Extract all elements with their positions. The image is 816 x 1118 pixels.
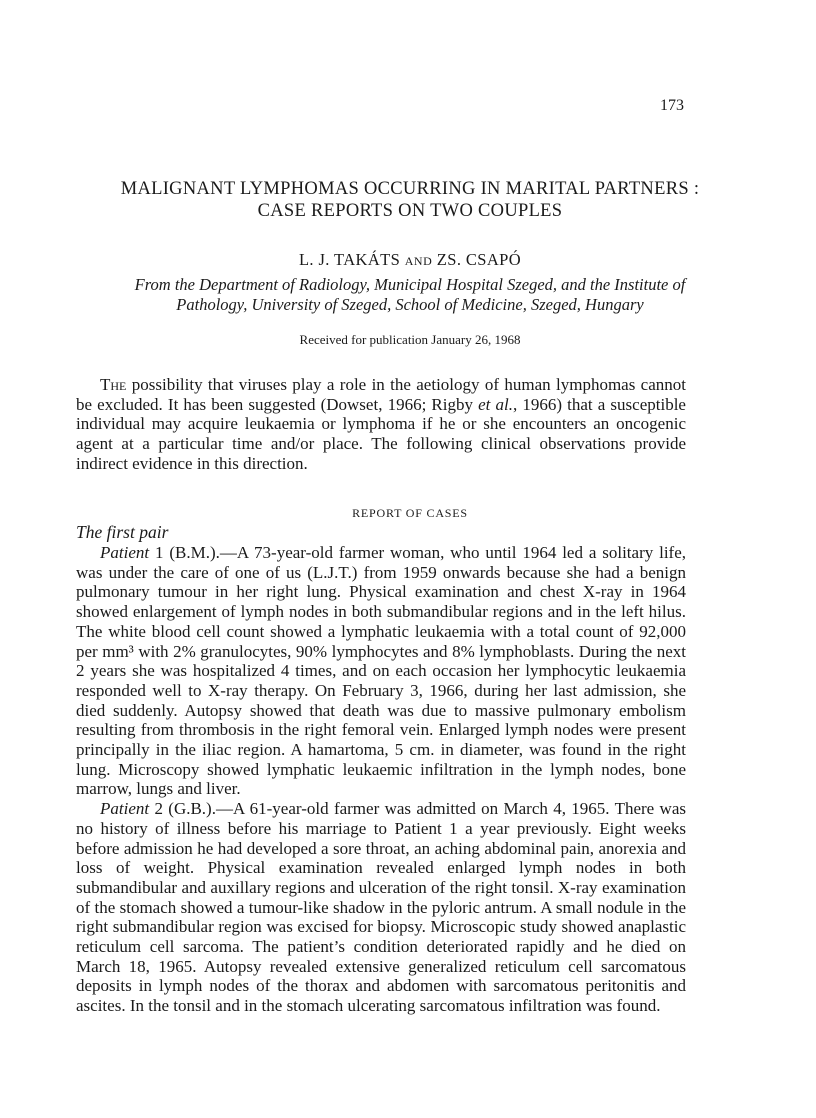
patient-1-text: 1 (B.M.).—A 73-year-old farmer woman, who until 1964 led a solitary life, was under the care of one of us (L.J.T.) from 1959 onwards because she had a benign pulmonary tumour in her right lung. Physical examination and chest X-ray in 1964 showed enlargement of lymph nodes in both submandibular regions and in the left hilus. The white blood cell count showed a lymphatic leukaemia with a total count of 92,000 per mm³ with 2% granulocytes, 90% lymphocytes and 8% lymphoblasts. During the next 2 years she was hospitalized 4 times, and on each occasion her lymphocytic leukaemia responded well to X-ray therapy. On February 3, 1966, during her last admission, she died suddenly. Autopsy showed that death was due to massive pulmonary embolism resulting from thrombosis in the right femoral vein. Enlarged lymph nodes were present principally in the iliac region. A hamartoma, 5 cm. in diameter, was found in the right lung. Microscopy showed lymphatic leukaemic infiltration in the lymph nodes, bone marrow, lungs and liver.	[76, 543, 686, 799]
subheading: The first pair	[76, 522, 169, 542]
intro-text-2: , 1966) that a susceptible individual may acquire leukaemia or lymphoma if he or she encounters an oncogenic agent at a particular time and/or place. The following clinical observations provide indirect evidence in this direction.	[76, 394, 686, 473]
affiliation-line-2: Pathology, University of Szeged, School of Medicine, Szeged, Hungary	[176, 295, 644, 314]
author-2: ZS. CSAPÓ	[436, 250, 522, 269]
author-1: L. J. TAKÁTS	[298, 250, 401, 269]
patient-2-paragraph	[76, 799, 686, 1016]
patient-2-label: Patient	[100, 799, 150, 819]
lead-word: The	[100, 375, 127, 394]
section-heading: REPORT OF CASES	[352, 506, 468, 520]
patient-2-text: 2 (G.B.).—A 61-year-old farmer was admitted on March 4, 1965. There was no history of illness before his marriage to Patient 1 a year previously. Eight weeks before admission he had developed a sore throat, an aching abdominal pain, anorexia and loss of weight. Physical examination revealed enlarged lymph nodes in both submandibular and auxillary regions and ulceration of the right tonsil. X-ray examination of the stomach showed a tumour-like shadow in the pyloric antrum. A small nodule in the right submandibular region was excised for biopsy. Microscopic study showed anaplastic reticulum cell sarcoma. The patient’s condition deteriorated rapidly and he died on March 18, 1965. Autopsy revealed extensive generalized reticulum cell sarcomatous deposits in lymph nodes of the thorax and abdomen with sarcomatous peritonitis and ascites. In the tonsil and in the stomach ulcerating sarcomatous infiltration was found.	[76, 799, 686, 1016]
author-line	[60, 250, 760, 270]
patient-1-label: Patient	[100, 543, 150, 562]
patient-1-paragraph	[76, 543, 686, 799]
introduction	[76, 375, 686, 474]
title-line-2: CASE REPORTS ON TWO COUPLES	[257, 201, 563, 221]
case-reports	[76, 543, 686, 1016]
received-date: Received for publication January 26, 1968	[299, 332, 521, 347]
author-conjunction: AND	[404, 254, 433, 268]
article-title	[60, 178, 760, 222]
introduction-paragraph	[76, 375, 686, 474]
affiliation-line-1: From the Department of Radiology, Municipal Hospital Szeged, and the Institute of	[134, 275, 686, 294]
affiliation	[90, 275, 730, 315]
page-number: 173	[660, 97, 684, 114]
intro-text-1: possibility that viruses play a role in the aetiology of human lymphomas cannot be excluded. It has been suggested (Dowset, 1966; Rigby	[76, 375, 686, 414]
et-al: et al.	[478, 394, 513, 414]
title-line-1: MALIGNANT LYMPHOMAS OCCURRING IN MARITAL PARTNERS :	[120, 179, 700, 199]
